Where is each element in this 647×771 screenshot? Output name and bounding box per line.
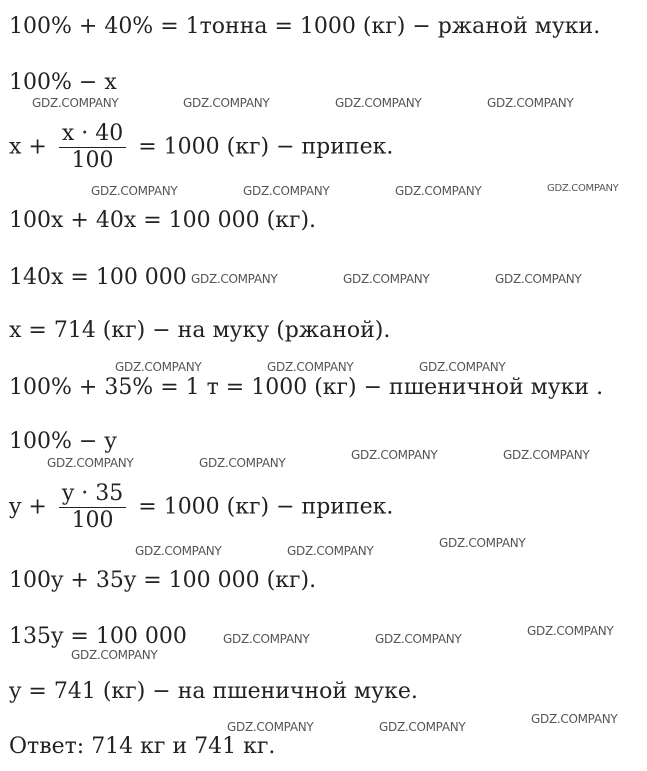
equation-line-4: 100x + 40x = 100 000 (кг). — [9, 208, 317, 233]
watermark-text: GDZ.COMPANY — [135, 544, 222, 558]
equation-line-12: y = 741 (кг) − на пшеничной муке. — [9, 679, 418, 704]
watermark-text: GDZ.COMPANY — [547, 183, 619, 194]
watermark-text: GDZ.COMPANY — [243, 184, 330, 198]
watermark-text: GDZ.COMPANY — [503, 448, 590, 462]
equation-line-1: 100% + 40% = 1тонна = 1000 (кг) − ржаной муки. — [9, 14, 601, 39]
fraction-denominator: 100 — [71, 508, 114, 533]
answer-line: Ответ: 714 кг и 741 кг. — [9, 734, 276, 759]
watermark-text: GDZ.COMPANY — [115, 360, 202, 374]
watermark-text: GDZ.COMPANY — [487, 96, 574, 110]
watermark-text: GDZ.COMPANY — [267, 360, 354, 374]
fraction-numerator: y · 35 — [59, 481, 126, 508]
watermark-text: GDZ.COMPANY — [199, 456, 286, 470]
fraction-x-40-over-100 — [59, 121, 126, 174]
equation-line-8: 100% − y — [9, 429, 117, 454]
watermark-text: GDZ.COMPANY — [439, 536, 526, 550]
equation-line-2: 100% − x — [9, 70, 117, 95]
equation-line-10: 100y + 35y = 100 000 (кг). — [9, 568, 317, 593]
watermark-text: GDZ.COMPANY — [71, 648, 158, 662]
watermark-text: GDZ.COMPANY — [183, 96, 270, 110]
watermark-text: GDZ.COMPANY — [47, 456, 134, 470]
equation-3-left: x + — [9, 134, 47, 160]
watermark-text: GDZ.COMPANY — [379, 720, 466, 734]
watermark-text: GDZ.COMPANY — [223, 632, 310, 646]
fraction-denominator: 100 — [71, 148, 114, 173]
watermark-text: GDZ.COMPANY — [419, 360, 506, 374]
watermark-text: GDZ.COMPANY — [527, 624, 614, 638]
watermark-text: GDZ.COMPANY — [227, 720, 314, 734]
watermark-text: GDZ.COMPANY — [91, 184, 178, 198]
watermark-text: GDZ.COMPANY — [287, 544, 374, 558]
watermark-text: GDZ.COMPANY — [375, 632, 462, 646]
fraction-y-35-over-100 — [59, 481, 126, 534]
equation-9-right: = 1000 (кг) − припек. — [138, 494, 394, 520]
watermark-text: GDZ.COMPANY — [531, 712, 618, 726]
equation-line-11: 135y = 100 000 — [9, 624, 187, 649]
watermark-text: GDZ.COMPANY — [335, 96, 422, 110]
equation-line-6: x = 714 (кг) − на муку (ржаной). — [9, 318, 391, 343]
watermark-text: GDZ.COMPANY — [191, 272, 278, 286]
watermark-text: GDZ.COMPANY — [343, 272, 430, 286]
watermark-text: GDZ.COMPANY — [495, 272, 582, 286]
equation-line-9 — [9, 481, 393, 534]
watermark-text: GDZ.COMPANY — [351, 448, 438, 462]
equation-line-3 — [9, 121, 393, 174]
equation-line-5: 140x = 100 000 — [9, 265, 187, 290]
equation-3-right: = 1000 (кг) − припек. — [138, 134, 394, 160]
watermark-text: GDZ.COMPANY — [395, 184, 482, 198]
fraction-numerator: x · 40 — [59, 121, 126, 148]
equation-9-left: y + — [9, 494, 47, 520]
equation-line-7: 100% + 35% = 1 т = 1000 (кг) − пшеничной муки . — [9, 375, 604, 400]
watermark-text: GDZ.COMPANY — [32, 96, 119, 110]
